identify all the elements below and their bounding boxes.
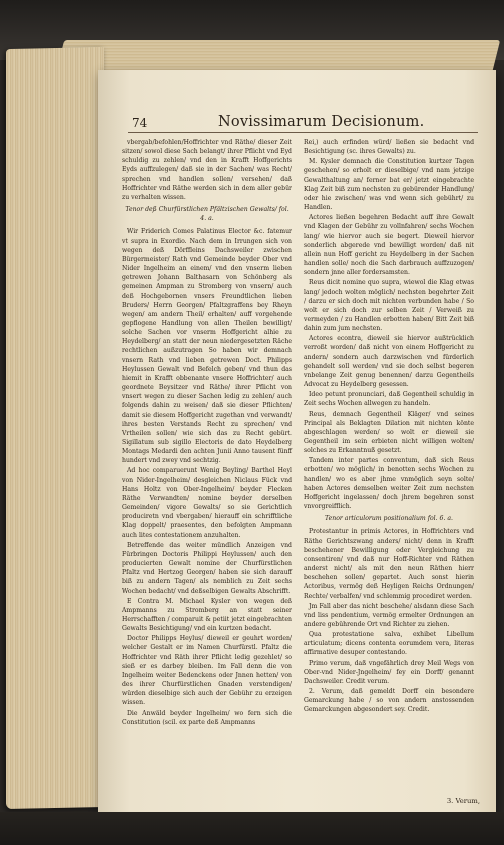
- paragraph: Ad hoc comparuerunt Wenig Beyling/ Barthel Heyl von Nider-Ingelheim/ desgleichen Niclaus Fück vnd Hans Holtz von Ober-Ingelheim/ beyder Flecken Räthe Verwandten/ nomine beyder derselben Gemeinden/ vigore Gewalts/ so sie Gerichtlich produciretn vnd vbergaben/ hierauff ein schrifftliche Klag doppelt/ praesentes, den befolgten Ampmann auch lites contestationem anzuhalten.: [122, 467, 292, 539]
- paragraph: Wir Friderich Comes Palatinus Elector &c. fatemur vt supra in Exordio. Nach dem in Irrungen sich von wegen deß Dörffleins Dachsweiler zwischen Bürgermeister/ Rath vnd Gemeinde beyder Ober vnd Nider Ingelheim an einem/ vnd den vnserm lieben getrewen Johann Balthasarn von Schönberg als gemeinen Ampman zu Stromberg von vnsern/ auch deß Hochgebornen vnsers Freundtlichen lieben Bruders/ Herrn Georgen/ Pfaltzgraffens bey Rheyn wegen/ am andern Theil/ erhalten/ auff vorgehende gepflogene Handlung von allen Theilen bewilligt/ solche Sachen vor vnserm Hoffgericht alhie zu Heydelberg/ an statt der neun niedergesetzten Räche rechtlichen außzutragen So haben wir demnach vnsern Rath vnd lieben getrewen Doct. Philipps Heylussen Gewalt vnd Befelch geben/ vnd thun das hiemit in Krafft obbenante vnsere Hoffrichter/ auch geordnete Beysitzer vnd Räthe/ ihrer Pflicht von vnsert wegen zu dieser Sachen ledig zu zehlen/ auch folgends dahin zu weisen/ daß sie dieser Pflichten/ damit sie diesem Hoffgericht zugethan vnd verwandt/ ihres besten Verstands Recht zu sprechen/ vnd Vrtheilen sollen/ wie sich das zu Recht gebürt. Sigillatum sub sigillo Electoris de dato Heydelberg Montags Medardi den achten Junii Anno tausent fünff hundert vnd zwey vnd sechtzig.: [122, 228, 292, 465]
- section-title: Tenor deß Churfürstlichen Pfältzischen Gewalts/ fol. 4. a.: [125, 206, 289, 223]
- paragraph: Actores ließen begehren Bedacht auff ihre Gewalt vnd Klagen der Gebühr zu vollnfahren/ sechs Wochen lang/ wie hiervor auch sie begert. Dieweil hiervor sonderlich abgerede vnd bewilligt worden/ daß nit allein nun Hoff gericht zu Heydelberg in der Sachen handlen solle/ noch die Sach darbrauch auffzuzogen/ sondern jnne aller fordersamsten.: [304, 214, 474, 277]
- background-bottom: [0, 812, 504, 845]
- paragraph: Actores econtra, dieweil sie hiervor außtrücklich verroßt worden/ daß nicht von einem Hoffgericht zu andern/ sondern auch darzwischen vnd fürderlich gehandelt soll werden/ vnd sie doch selbst begeren vnbelange Zeit genug benennen/ darzu Gegentheils Advocat zu Heydelberg gesessen.: [304, 335, 474, 389]
- paragraph: Doctor Philipps Heylus/ dieweil er geuhrt worden/ welcher Gestalt er im Namen Churfürstl. Pfaltz die Hoffrichter vnd Räth ihrer Pflicht ledig gezehlet/ so sieß er es darbey bleiben. Im Fall denn die von Ingelheim weiter Bedenckens oder Jnnen hetten/ von des ihrer Churfürstlichen Gnaden verstendigen/ würden dieselbige sich auch der Gebühr zu erzeigen wissen.: [122, 635, 292, 707]
- paragraph: M. Kysler demnach die Constitution kurtzer Tagen geschehen/ so erholt er dieselbige/ vnd nam jetzige Gewalthaltung an/ ferner bat er/ jetzt eingebrachte Klag Zeit biß zum nechsten zu gebürender Handlung/ oder hie zwischen/ was vnd wenn sich gebührt/ zu Handlen.: [304, 158, 474, 212]
- page-header: [98, 116, 496, 138]
- paragraph: Betreffende das weiter mündlich Anzeigen vnd Fürbringen Doctoris Philippi Heylussen/ auch den producierten Gewalt nomine der Churfürstlichen Pfaltz vnd Hertzog Georgen/ haben sie sich darauff biß zu andern Tagen/ als nemblich zu Zeit sechs Wochen bedacht/ vnd deßselbigen Gewalts Abschrifft.: [122, 541, 292, 595]
- paragraph: Reus dicit nomine quo supra, wiewol die Klag etwas lang/ jedoch wolten möglich/ nechsten begehrter Zeit / darzu er sich doch mit nichten verbunden habe / So wolt er sich doch zur selben Zeit / Verweiß zu vermeyden / zu Handlen erbotten haben/ Bitt Zeit biß dahin zum jum nechsten.: [304, 279, 474, 333]
- paragraph: Tandem inter partes conventum, daß sich Reus erbotten/ wo möglich/ in benotten sechs Wochen zu handlen/ wo es aber jhme vnmöglich seyn solte/ haben Actores demselben weiter Zeit zum nechsten Hoffgericht ingelassen/ doch jhrem begehren sonst vnvorgreifflich.: [304, 457, 474, 511]
- book-fore-edge: [6, 47, 104, 809]
- paragraph: Rei,) auch erfinden würd/ ließen sie bedacht vnd Besichtigung (sc. ihres Gewalts) zu.: [304, 139, 474, 156]
- book-page: [98, 70, 496, 815]
- header-rule: [128, 132, 478, 133]
- right-column: [304, 138, 474, 716]
- left-column: [122, 138, 292, 728]
- paragraph: 2. Verum, daß gemeldt Dorff ein besondere Gemarckung habe / so von andern anstossenden Gemarckungen abgesondert sey. Credit.: [304, 688, 474, 714]
- paragraph: vbergab/befohlen/Hoffrichter vnd Räthe/ dieser Zeit sitzen/ sowol diese Sach belangt/ ihrer Pflicht vnd Eyd schuldig zu zehlen/ vnd den in Krafft Hoffgerichts Eyds auffzulegen/ daß sie in der Sachen/ was Recht/ sprechen vnd handlen sollen/ versehen/ daß Hoffrichter vnd Räthe werden sich in dem aller gebür zu verhalten wissen.: [122, 139, 292, 201]
- book-top-edge: [56, 40, 500, 74]
- page-number: 74: [132, 116, 148, 130]
- paragraph: Jm Fall aber das nicht beschehe/ alsdann diese Sach vnd liss pendentium, vermög ermelter Ordnungen an andere gebührende Ort vnd Richter zu ziehen.: [304, 602, 474, 628]
- section-title: Tenor articulorum positionalium fol. 6. a.: [325, 515, 453, 523]
- paragraph: Primo verum, daß vngefährlich drey Meil Wegs von Ober-vnd Nider-Jngelheim/ fey ein Dorff/ genannt Dachsweiler. Credit verum.: [304, 659, 474, 685]
- running-head: Novissimarum Decisionum.: [218, 114, 425, 130]
- paragraph: Reus, demnach Gegentheil Kläger/ vnd seines Principal als Beklagten Dilation mit nichten könte abgeschlagen werden/ so wolt er dieweil sie Gegentheil im sein erbieten nicht willigen wolten/ solches zu Erkanntnuß gesetzt.: [304, 410, 474, 455]
- catchword: 3. Verum,: [446, 797, 480, 805]
- paragraph: Die Anwäld beyder Ingelheim/ wo fern sich die Constitution (scil. ex parte deß Ampmanns: [122, 709, 292, 726]
- paragraph: Ideo petunt pronunciari, daß Gegentheil schuldig in Zeit sechs Wochen allwegen zu handeln.: [304, 391, 474, 408]
- paragraph: Qua protestatione salva, exhibet Libellum articulatum; dicens contenta eorumdem vera, literas affirmative desuper contestando.: [304, 631, 474, 657]
- paragraph: E Contra M. Michael Kysler von wegen deß Ampmanns zu Stromberg an statt seiner Herrschafften / comparuit & petiit jetzt eingebrachten Gewalts Besichtigung/ vnd ein kurtzen bedacht.: [122, 597, 292, 633]
- paragraph: Protestantur in primis Actores, in Hoffrichters vnd Räthe Gerichtszwang anders/ nicht/ denn in Krafft beschehener Bewilligung oder Vergleichung zu consentiren/ vnd daß nur Hoff-Richter vnd Räthen anderst nicht/ als mit den neun Räthen hierr beschehen sollen/ gepartet. Auch sonst hierin Actoribus, vermög deß Heyligen Reichs Ordnungen/ Rechte/ verbalfen/ vnd schlemmig procediret werden.: [304, 528, 474, 600]
